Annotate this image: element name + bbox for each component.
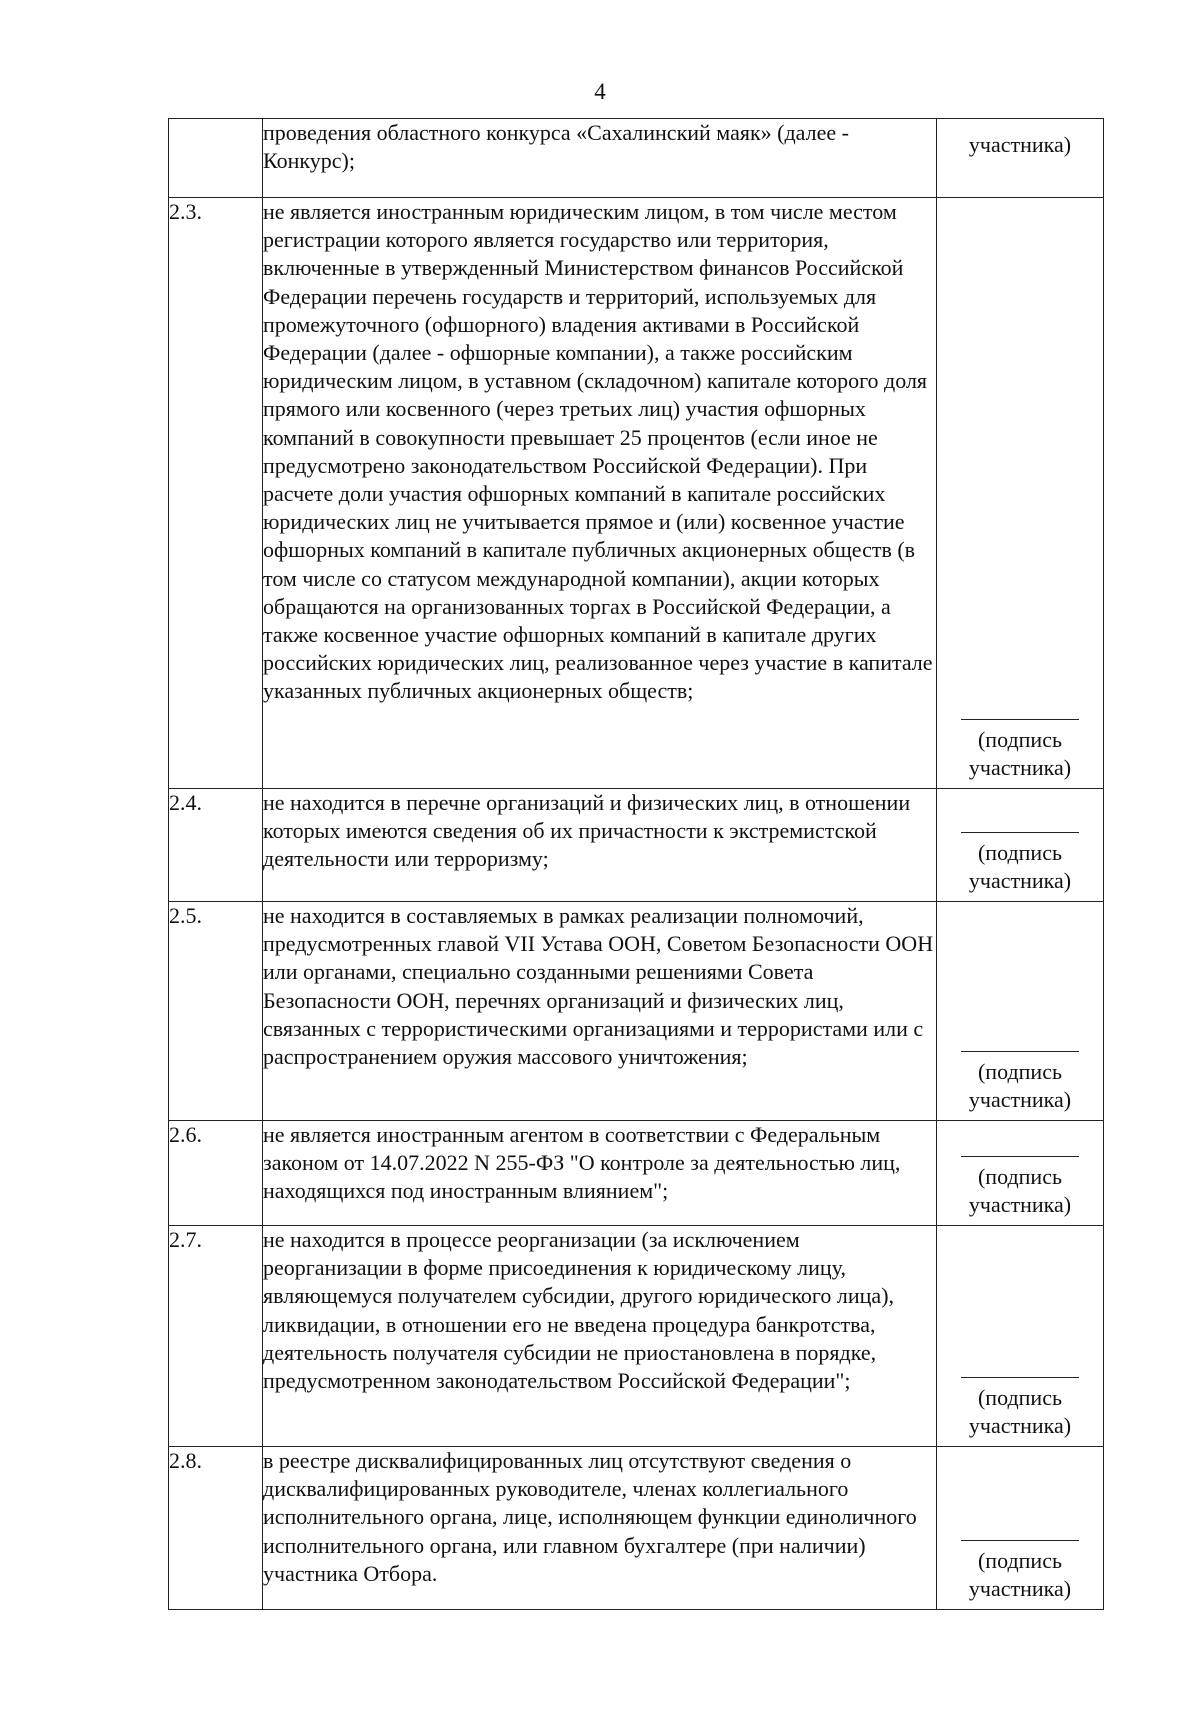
- item-number: 2.8.: [169, 1447, 263, 1610]
- table-row: [169, 902, 1104, 1121]
- table-row: [169, 119, 1104, 198]
- signature-caption: (подпись участника): [968, 1385, 1072, 1438]
- item-number: [169, 119, 263, 198]
- signature-cell: [937, 198, 1104, 789]
- table-row: [169, 1226, 1104, 1447]
- signature-line: [961, 1377, 1079, 1378]
- item-number: 2.4.: [169, 789, 263, 902]
- signature-line: [961, 1156, 1079, 1157]
- item-number: 2.5.: [169, 902, 263, 1121]
- table-row: [169, 1447, 1104, 1610]
- item-text: в реестре дисквалифицированных лиц отсутствуют сведения о дисквалифицированных руководителе, членах коллегиального исполнительного органа, лице, исполняющем функции единоличного исполнительного органа, или главном бухгалтере (при наличии) участника Отбора.: [263, 1447, 937, 1610]
- item-text: проведения областного конкурса «Сахалинский маяк» (далее - Конкурс);: [263, 119, 937, 198]
- table-row: [169, 789, 1104, 902]
- item-text: не является иностранным юридическим лицом, в том числе местом регистрации которого является государство или территория, включенные в утвержденный Министерством финансов Российской Федерации перечень государств и территорий, используемых для промежуточного (офшорного) владения активами в Российской Федерации (далее - офшорные компании), а также российским юридическим лицом, в уставном (складочном) капитале которого доля прямого или косвенного (через третьих лиц) участия офшорных компаний в совокупности превышает 25 процентов (если иное не предусмотрено законодательством Российской Федерации). При расчете доли участия офшорных компаний в капитале российских юридических лиц не учитывается прямое и (или) косвенное участие офшорных компаний в капитале публичных акционерных обществ (в том числе со статусом международной компании), акции которых обращаются на организованных торгах в Российской Федерации, а также косвенное участие офшорных компаний в капитале других российских юридических лиц, реализованное через участие в капитале указанных публичных акционерных обществ;: [263, 198, 937, 789]
- signature-caption: (подпись участника): [968, 1548, 1072, 1601]
- signature-cell: [937, 1121, 1104, 1226]
- table-row: [169, 1121, 1104, 1226]
- signature-line: [961, 1540, 1079, 1541]
- signature-caption: (подпись участника): [968, 727, 1072, 780]
- item-text: не находится в составляемых в рамках реализации полномочий, предусмотренных главой VII Устава ООН, Советом Безопасности ООН или органами, специально созданными решениями Совета Безопасности ООН, перечнях организаций и физических лиц, связанных с террористическими организациями и террористами или с распространением оружия массового уничтожения;: [263, 902, 937, 1121]
- signature-cell: [937, 1447, 1104, 1610]
- signature-caption: (подпись участника): [968, 840, 1072, 893]
- item-text: не находится в процессе реорганизации (за исключением реорганизации в форме присоединения к юридическому лицу, являющемуся получателем субсидии, другого юридического лица), ликвидации, в отношении его не введена процедура банкротства, деятельность получателя субсидии не приостановлена в порядке, предусмотренном законодательством Российской Федерации";: [263, 1226, 937, 1447]
- item-number: 2.7.: [169, 1226, 263, 1447]
- signature-cell: [937, 1226, 1104, 1447]
- item-number: 2.3.: [169, 198, 263, 789]
- item-text: не является иностранным агентом в соответствии с Федеральным законом от 14.07.2022 N 255-ФЗ "О контроле за деятельностью лиц, находящихся под иностранным влиянием";: [263, 1121, 937, 1226]
- signature-caption: участника): [968, 132, 1072, 157]
- signature-cell: [937, 902, 1104, 1121]
- signature-caption: (подпись участника): [968, 1164, 1072, 1217]
- signature-line: [961, 832, 1079, 833]
- signature-caption: (подпись участника): [968, 1059, 1072, 1112]
- signature-cell: [937, 119, 1104, 198]
- item-text: не находится в перечне организаций и физических лиц, в отношении которых имеются сведения об их причастности к экстремистской деятельности или терроризму;: [263, 789, 937, 902]
- page-number: 4: [594, 79, 606, 104]
- signature-line: [961, 719, 1079, 720]
- table-row: [169, 198, 1104, 789]
- signature-cell: [937, 789, 1104, 902]
- declaration-table: [168, 118, 1104, 1610]
- signature-line: [961, 1051, 1079, 1052]
- item-number: 2.6.: [169, 1121, 263, 1226]
